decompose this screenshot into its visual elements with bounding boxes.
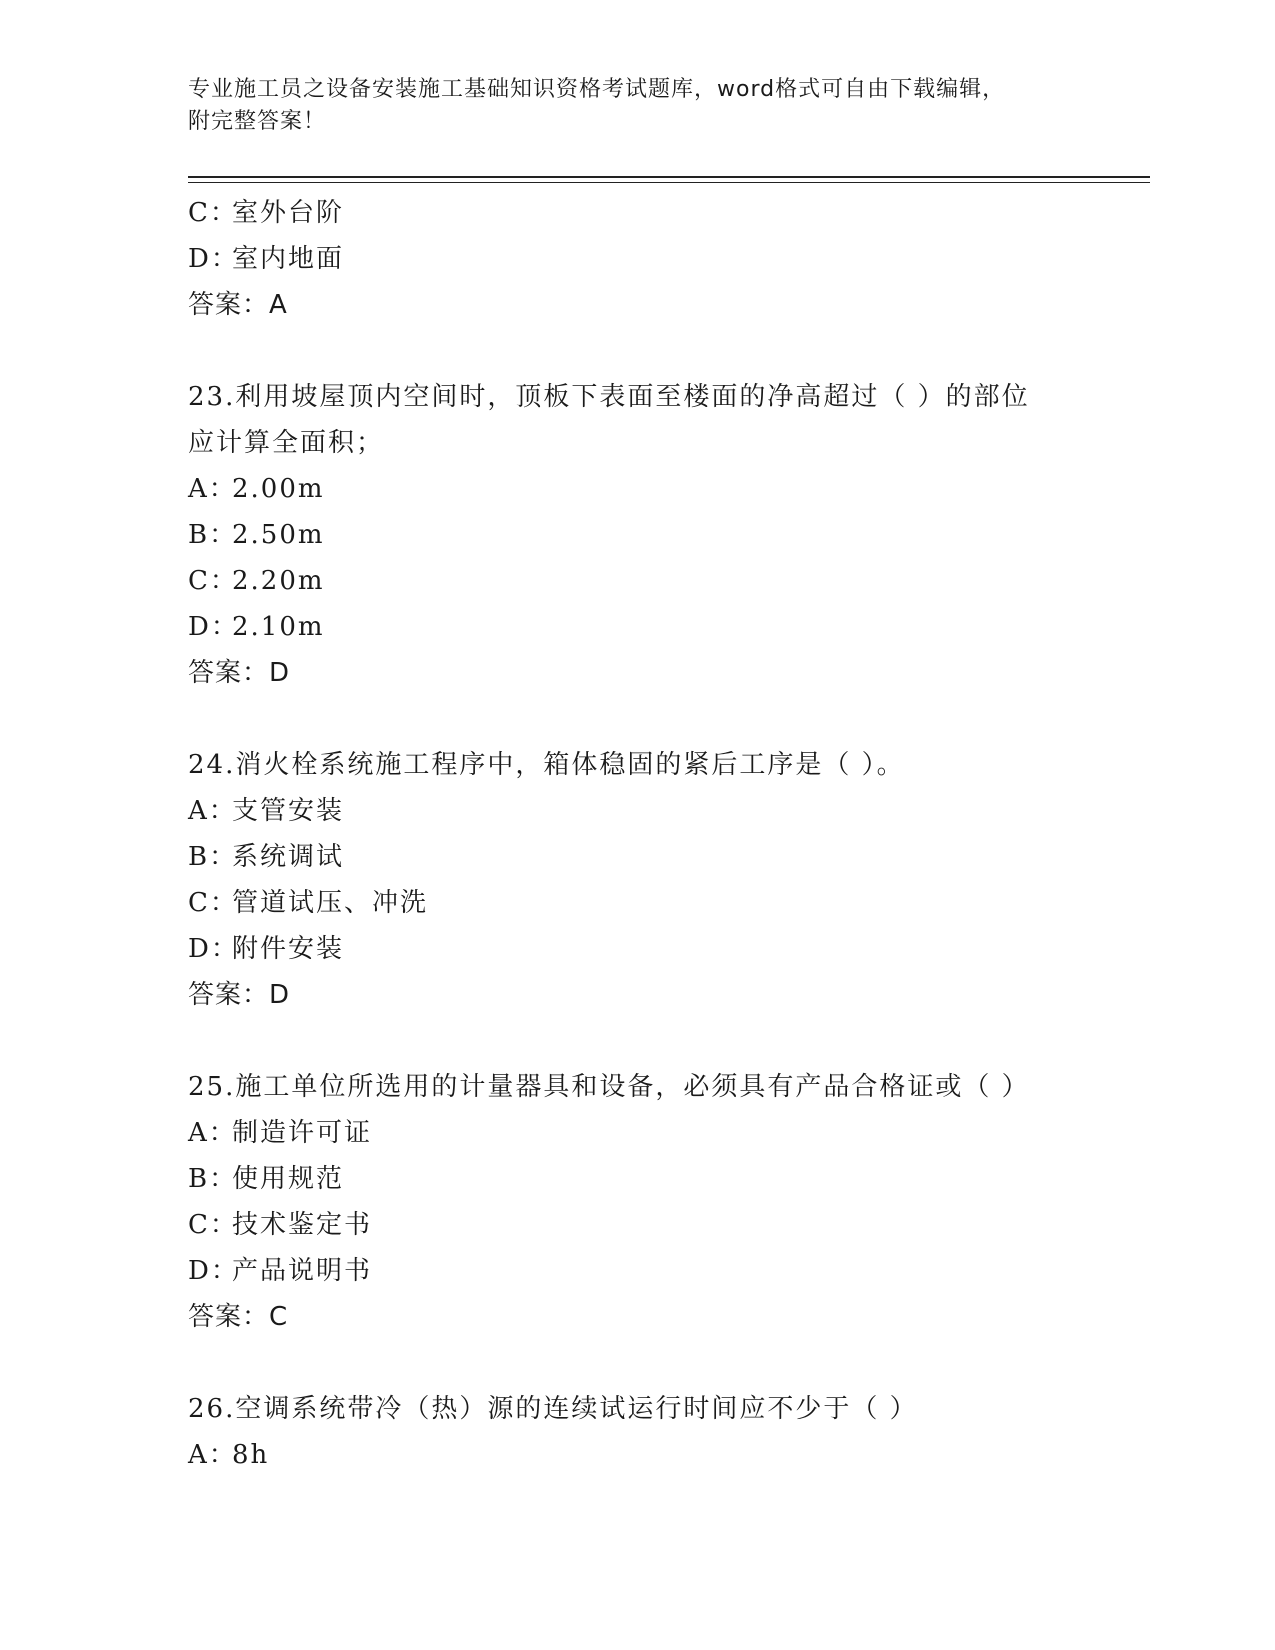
option-key: D： <box>188 612 239 642</box>
question-23 <box>188 374 1088 696</box>
header-line-2: 附完整答案！ <box>188 109 327 134</box>
option-text: 2.50m <box>232 520 325 550</box>
option-key: B： <box>188 842 238 872</box>
option-b <box>188 512 1088 558</box>
option-key: B： <box>188 520 238 550</box>
option-c <box>188 880 1088 926</box>
question-stem: 24.消火栓系统施工程序中，箱体稳固的紧后工序是（ ）。 <box>188 750 905 780</box>
option-key: D： <box>188 1256 239 1286</box>
question-24 <box>188 742 1088 1018</box>
question-stem-continued: 应计算全面积； <box>188 428 385 458</box>
option-text: 2.00m <box>232 474 325 504</box>
question-22-tail <box>188 190 1088 328</box>
header-divider-thin <box>188 182 1150 183</box>
option-text: 管道试压、冲洗 <box>232 888 429 918</box>
document-header <box>188 74 1088 138</box>
option-key: C： <box>188 566 238 596</box>
option-text: 附件安装 <box>232 934 345 964</box>
option-d <box>188 236 1088 282</box>
option-d <box>188 926 1088 972</box>
question-stem: 26.空调系统带冷（热）源的连续试运行时间应不少于（ ） <box>188 1394 918 1424</box>
answer: 答案：D <box>188 658 291 688</box>
option-key: A： <box>188 796 237 826</box>
option-c <box>188 558 1088 604</box>
option-key: D： <box>188 244 239 274</box>
option-a <box>188 1110 1088 1156</box>
option-text: 室外台阶 <box>232 198 345 228</box>
option-text: 制造许可证 <box>232 1118 373 1148</box>
option-a <box>188 1432 1088 1478</box>
option-d <box>188 1248 1088 1294</box>
header-line-1: 专业施工员之设备安装施工基础知识资格考试题库，word格式可自由下载编辑， <box>188 77 1006 102</box>
option-b <box>188 1156 1088 1202</box>
option-b <box>188 834 1088 880</box>
option-a <box>188 788 1088 834</box>
header-divider <box>188 176 1150 178</box>
option-key: A： <box>188 1440 237 1470</box>
option-c <box>188 1202 1088 1248</box>
question-stem: 23.利用坡屋顶内空间时，顶板下表面至楼面的净高超过（ ）的部位 <box>188 382 1030 412</box>
question-stem: 25.施工单位所选用的计量器具和设备，必须具有产品合格证或（ ） <box>188 1072 1030 1102</box>
option-key: B： <box>188 1164 238 1194</box>
option-text: 室内地面 <box>232 244 345 274</box>
option-text: 技术鉴定书 <box>232 1210 373 1240</box>
option-d <box>188 604 1088 650</box>
option-key: A： <box>188 474 237 504</box>
answer: 答案：A <box>188 290 288 320</box>
option-key: C： <box>188 198 238 228</box>
option-text: 支管安装 <box>232 796 345 826</box>
answer: 答案：C <box>188 1302 289 1332</box>
option-text: 产品说明书 <box>232 1256 373 1286</box>
option-text: 2.20m <box>232 566 325 596</box>
option-key: C： <box>188 888 238 918</box>
option-key: C： <box>188 1210 238 1240</box>
option-key: A： <box>188 1118 237 1148</box>
option-key: D： <box>188 934 239 964</box>
option-text: 使用规范 <box>232 1164 345 1194</box>
option-c <box>188 190 1088 236</box>
question-list <box>188 190 1088 1478</box>
question-25 <box>188 1064 1088 1340</box>
option-text: 8h <box>232 1440 270 1470</box>
question-26 <box>188 1386 1088 1478</box>
option-text: 系统调试 <box>232 842 345 872</box>
option-a <box>188 466 1088 512</box>
option-text: 2.10m <box>232 612 325 642</box>
answer: 答案：D <box>188 980 291 1010</box>
